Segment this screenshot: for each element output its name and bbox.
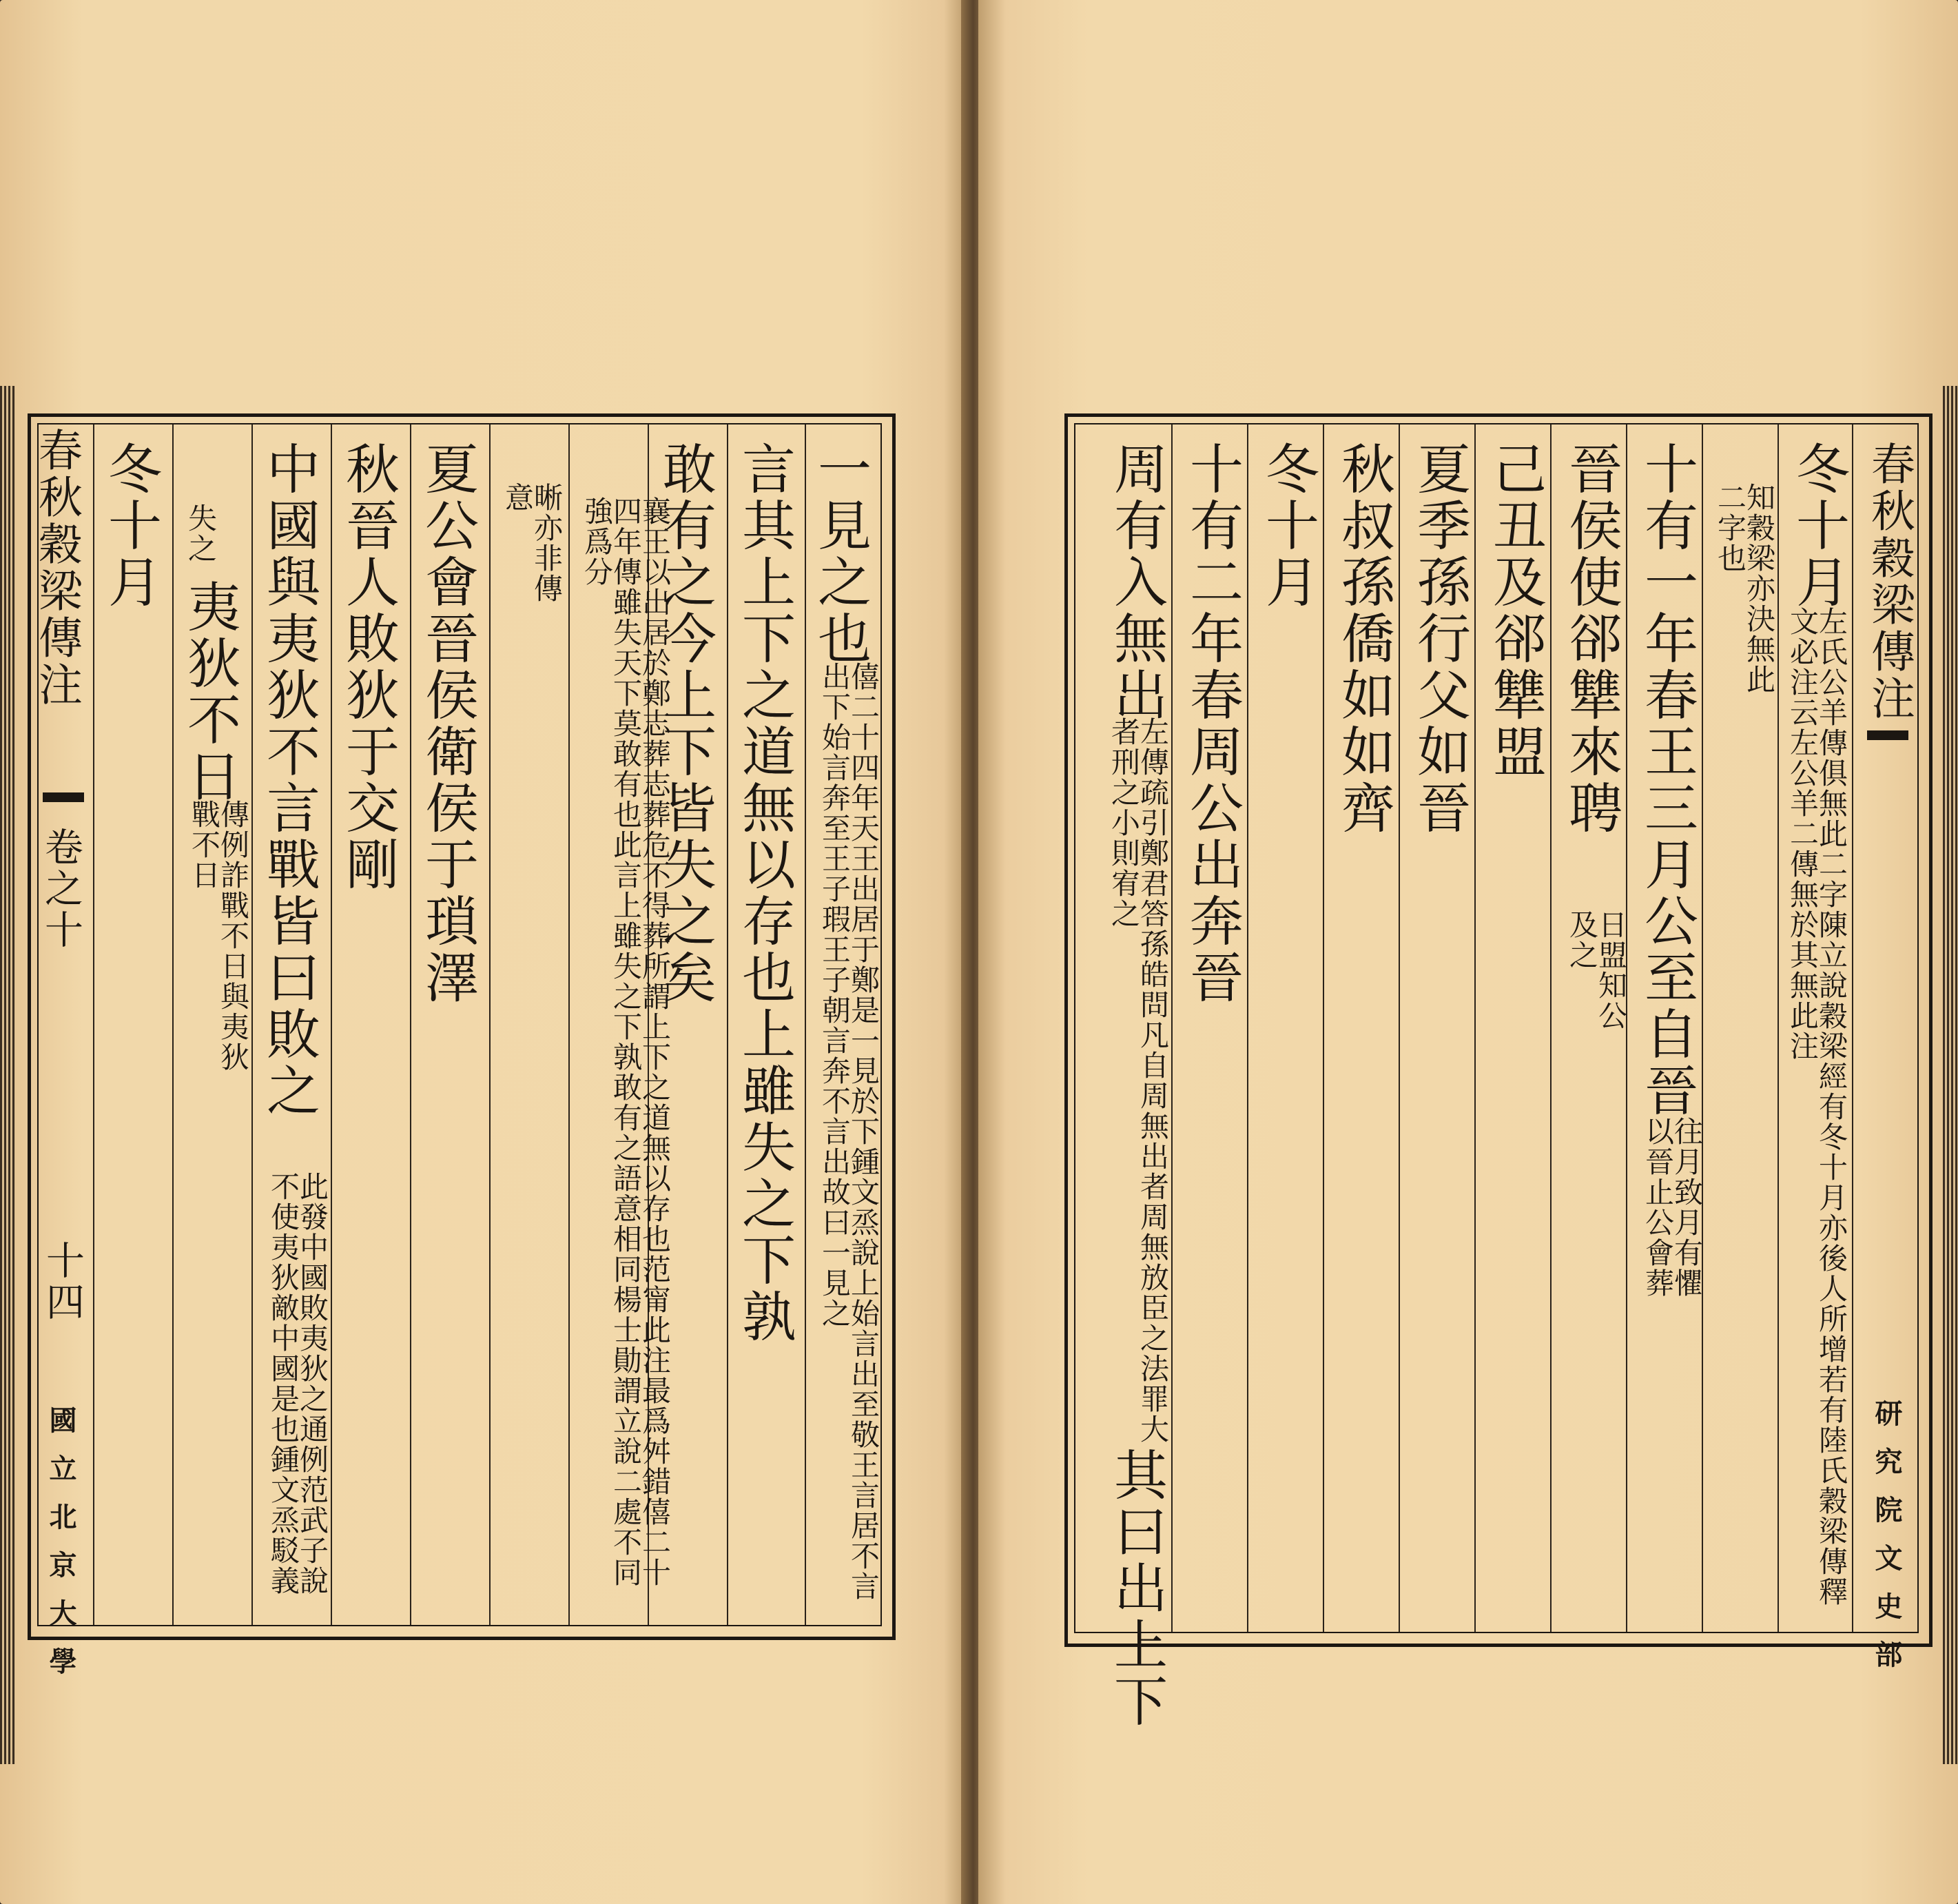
annotation-column: 傳例詐戰不日與夷狄戰不日	[187, 799, 250, 1072]
institute-label: 研究院文史部	[1871, 1399, 1902, 1688]
annotation-column: 僖二十四年天王出居于鄭是一見於下鍾文烝說上始言出至敬王言居不言出下始言奔至王子瑕王子朝言奔不言出故曰一見之	[818, 662, 880, 1601]
folio-number: 十四	[40, 1240, 85, 1323]
annotation-column: 左傳疏引鄭君答孫皓問凡自周無出者周無放臣之法罪大者刑之小則宥之	[1107, 717, 1170, 1444]
text-column: 冬十月	[99, 441, 161, 611]
text-column: 冬十月	[1787, 441, 1849, 611]
text-column: 周有入無出	[1105, 441, 1167, 724]
page-edge-stack	[1943, 386, 1958, 1764]
annotation-column: 知穀梁亦決無此二字也	[1713, 482, 1776, 695]
right-page	[978, 0, 1958, 1904]
text-column: 其曰出上下	[1105, 1447, 1167, 1730]
annotation-column: 襄王以出居於鄭志葬志葬危不得葬所謂上下之道無以存也范甯此注最爲舛錯僖二十四年傳雖失天下莫敢有也此言上雖失之下孰敢有之語意相同楊士勛謂立說二處不同強爲分	[580, 496, 672, 1588]
fish-tail-mark	[43, 792, 84, 802]
text-column: 夏公會晉侯衛侯于瑣澤	[416, 441, 478, 1006]
page-edge-stack	[0, 386, 15, 1764]
text-column: 秋叔孫僑如如齊	[1332, 441, 1394, 837]
fish-tail-mark	[1867, 730, 1908, 740]
text-column: 夏季孫行父如晉	[1408, 441, 1470, 837]
text-column: 十有二年春周公出奔晉	[1181, 441, 1243, 1006]
annotation-column: 晰亦非傳意	[501, 482, 564, 604]
text-column: 言其上下之道無以存也上雖失之下孰	[733, 441, 795, 1345]
annotation-column: 左氏公羊傳俱無此二字陳立說穀梁經有冬十月亦後人所增若有陸氏穀梁傳釋文必注云左公羊二傳無於其無此注	[1786, 606, 1848, 1607]
text-column: 一見之也	[809, 441, 871, 667]
book-title: 春秋穀梁傳注	[1864, 441, 1915, 722]
text-column: 晉侯使郤犨來聘	[1560, 441, 1622, 837]
text-column: 秋晉人敗狄于交剛	[337, 441, 399, 893]
text-column: 十有一年春王三月公至自晉	[1636, 441, 1698, 1119]
annotation-column: 往月致月有懼以晉止公會葬	[1641, 1116, 1704, 1298]
text-column: 中國與夷狄不言戰皆曰敗之	[258, 441, 320, 1119]
annotation-column: 失之	[184, 503, 218, 564]
book-title: 春秋穀梁傳注	[31, 427, 82, 708]
text-column: 敢有之今上下皆失之矣	[654, 441, 716, 1006]
library-stamp: 國立北京大學	[45, 1406, 76, 1695]
left-page	[0, 0, 968, 1904]
text-column: 冬十月	[1257, 441, 1319, 611]
text-column: 夷狄不日	[178, 579, 240, 805]
annotation-column: 此發中國敗夷狄之通例范武子說不使夷狄敵中國是也鍾文烝駁義	[267, 1171, 329, 1596]
text-column: 己丑及郤犨盟	[1484, 441, 1546, 780]
juan-label: 卷之十	[39, 827, 83, 951]
annotation-column: 日盟知公及之	[1565, 910, 1628, 1031]
